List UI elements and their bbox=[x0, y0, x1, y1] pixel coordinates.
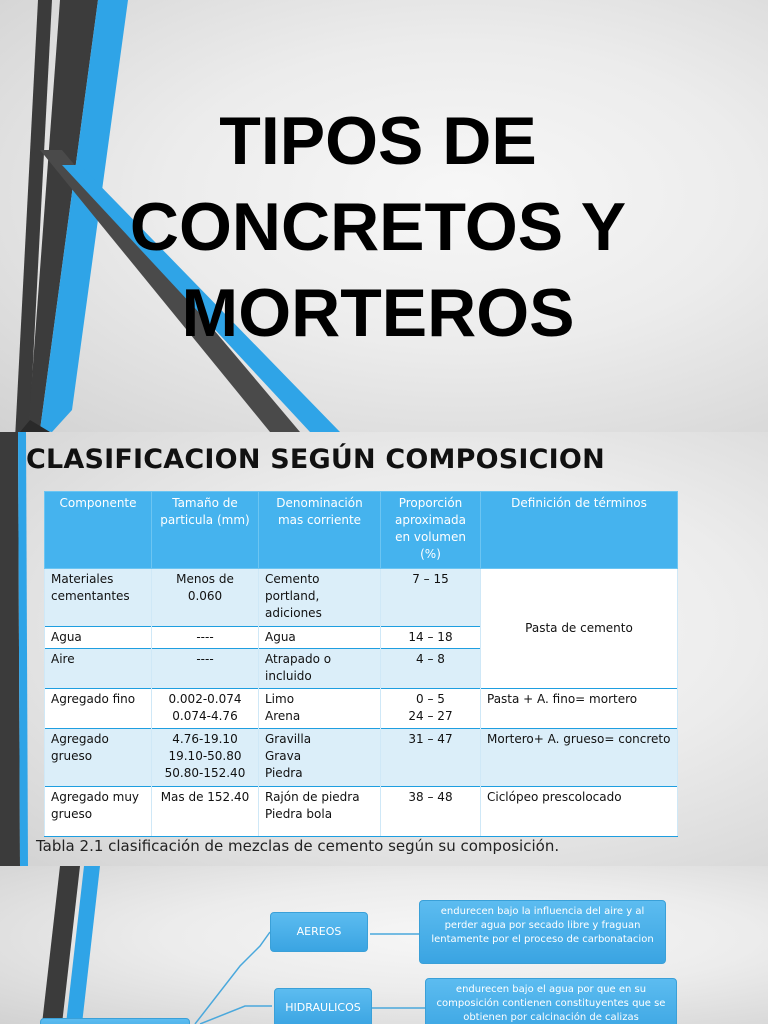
table-caption: Tabla 2.1 clasificación de mezclas de cemento según su composición. bbox=[36, 837, 560, 855]
section-heading: CLASIFICACION SEGÚN COMPOSICION bbox=[26, 444, 605, 475]
title-slide bbox=[0, 0, 768, 432]
mortar-types-slide bbox=[0, 866, 768, 1024]
table-row bbox=[45, 787, 678, 837]
column-header: Componente bbox=[45, 492, 152, 569]
node-hidraulicos-description: endurecen bajo el agua por que en su composición contienen constituyentes que se obtienen por calcinación de calizas bbox=[425, 978, 677, 1024]
cell-tamano: ---- bbox=[152, 649, 259, 689]
cell-proporcion: 0 – 5 24 – 27 bbox=[381, 689, 481, 729]
cell-componente: Agua bbox=[45, 627, 152, 649]
column-header: Definición de términos bbox=[481, 492, 678, 569]
cell-componente: Agregado muy grueso bbox=[45, 787, 152, 837]
cell-tamano: 4.76-19.10 19.10-50.80 50.80-152.40 bbox=[152, 729, 259, 787]
cell-componente: Materiales cementantes bbox=[45, 569, 152, 627]
cell-definicion: Pasta + A. fino= mortero bbox=[481, 689, 678, 729]
cell-tamano: Mas de 152.40 bbox=[152, 787, 259, 837]
cell-componente: Agregado fino bbox=[45, 689, 152, 729]
cell-tamano: Menos de 0.060 bbox=[152, 569, 259, 627]
node-aereos: AEREOS bbox=[270, 912, 368, 952]
cell-proporcion: 7 – 15 bbox=[381, 569, 481, 627]
column-header: Denominación mas corriente bbox=[259, 492, 381, 569]
column-header: Tamaño de particula (mm) bbox=[152, 492, 259, 569]
cell-denominacion: Agua bbox=[259, 627, 381, 649]
cell-proporcion: 14 – 18 bbox=[381, 627, 481, 649]
title-line: TIPOS DE bbox=[219, 103, 537, 179]
cell-tamano: ---- bbox=[152, 627, 259, 649]
cell-componente: Aire bbox=[45, 649, 152, 689]
cell-denominacion: Rajón de piedra Piedra bola bbox=[259, 787, 381, 837]
classification-slide bbox=[0, 432, 768, 866]
cell-componente: Agregado grueso bbox=[45, 729, 152, 787]
title-line: CONCRETOS Y bbox=[129, 189, 627, 265]
table-row bbox=[45, 689, 678, 729]
title-line: MORTEROS bbox=[181, 275, 575, 351]
node-aereos-description: endurecen bajo la influencia del aire y al perder agua por secado libre y fraguan lentamente por el proceso de carbonatacion bbox=[419, 900, 666, 964]
cell-denominacion: Gravilla Grava Piedra bbox=[259, 729, 381, 787]
table-row bbox=[45, 729, 678, 787]
cell-proporcion: 4 – 8 bbox=[381, 649, 481, 689]
cell-definicion-merged: Pasta de cemento bbox=[481, 569, 678, 689]
column-header: Proporción aproximada en volumen (%) bbox=[381, 492, 481, 569]
root-node bbox=[40, 1018, 190, 1024]
presentation-title bbox=[100, 98, 656, 356]
table-row bbox=[45, 569, 678, 627]
cell-definicion: Mortero+ A. grueso= concreto bbox=[481, 729, 678, 787]
cell-denominacion: Limo Arena bbox=[259, 689, 381, 729]
cell-definicion: Ciclópeo prescolocado bbox=[481, 787, 678, 837]
cell-denominacion: Cemento portland, adiciones bbox=[259, 569, 381, 627]
cell-tamano: 0.002-0.074 0.074-4.76 bbox=[152, 689, 259, 729]
table-header-row bbox=[45, 492, 678, 569]
composition-table bbox=[44, 491, 678, 837]
cell-proporcion: 38 – 48 bbox=[381, 787, 481, 837]
cell-denominacion: Atrapado o incluido bbox=[259, 649, 381, 689]
cell-proporcion: 31 – 47 bbox=[381, 729, 481, 787]
node-hidraulicos: HIDRAULICOS bbox=[274, 988, 372, 1024]
